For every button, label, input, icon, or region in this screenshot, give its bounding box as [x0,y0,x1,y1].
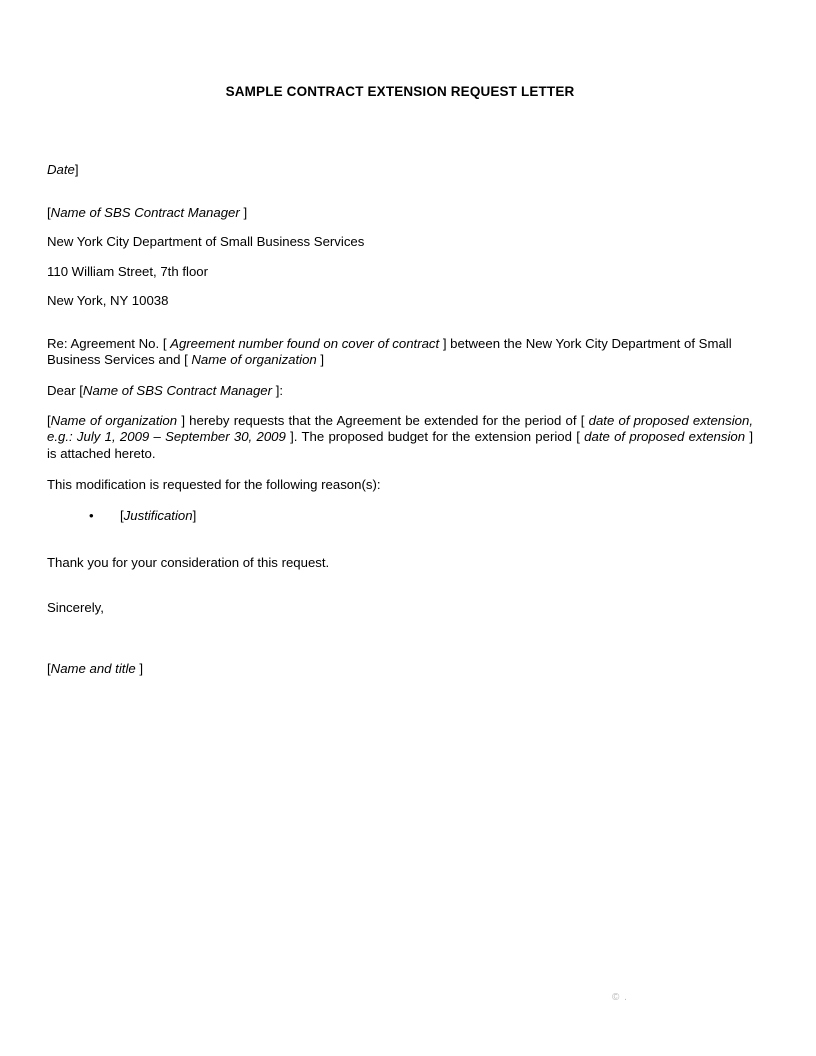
bullet-marker-icon: • [89,508,94,524]
salutation-prefix: Dear [ [47,382,83,398]
extension-period-placeholder: date of proposed extension, e.g.: July 1, 2009 – September 30, 2009 [47,412,753,445]
copyright-watermark: © . [612,992,628,1003]
subject-org-placeholder: Name of organization [191,352,317,368]
agreement-number-placeholder: Agreement number found on cover of contract [170,335,440,351]
subject-suffix: ] [316,352,325,368]
salutation-suffix: ]: [272,382,284,398]
body-open-bracket: [ [47,412,51,428]
signature-close-bracket: ] [135,661,144,677]
closing-line: Sincerely, [47,600,104,616]
recipient-name-line [47,205,753,221]
subject-line [47,336,753,369]
date-line [47,162,753,178]
spacer [47,493,753,508]
body-after-budget: ] is attached hereto. [47,429,754,461]
recipient-close-bracket: ] [239,205,248,221]
body-after-extension: ]. The proposed budget for the extension period [ [285,429,585,445]
budget-period-placeholder: date of proposed extension [584,429,750,445]
spacer [47,524,753,555]
bullet-open-bracket: [ [120,508,124,524]
signature-open-bracket: [ [47,661,51,677]
subject-prefix: Re: Agreement No. [ [47,335,171,351]
subject-middle: ] between the New York City Department of Small Business Services and [ [47,335,732,368]
recipient-street: 110 William Street, 7th floor [47,263,208,279]
document-content [47,0,753,677]
thanks-line: Thank you for your consideration of this request. [47,555,330,571]
page-title: SAMPLE CONTRACT EXTENSION REQUEST LETTER [225,84,575,99]
bullet-text [120,508,196,524]
recipient-city-state-zip: New York, NY 10038 [47,292,169,308]
recipient-open-bracket: [ [47,205,51,221]
body-paragraph [47,413,753,463]
signature-line [47,661,753,677]
signature-placeholder: Name and title [50,661,136,677]
spacer [47,178,753,192]
date-close-bracket: ] [74,162,79,177]
reason-intro: This modification is requested for the following reason(s): [47,477,381,493]
date-placeholder: Date [47,162,75,177]
spacer [47,369,753,383]
list-item [47,508,753,524]
recipient-name-placeholder: Name of SBS Contract Manager [50,205,240,221]
recipient-organization: New York City Department of Small Business Services [47,234,365,250]
spacer [47,616,753,661]
salutation [47,383,753,399]
spacer [47,571,753,600]
spacer [47,100,753,162]
bullet-close-bracket: ] [192,508,197,524]
salutation-name-placeholder: Name of SBS Contract Manager [82,382,273,398]
justification-placeholder: Justification [123,508,193,524]
spacer [47,399,753,413]
body-after-org: ] hereby requests that the Agreement be extended for the period of [ [177,412,589,428]
spacer [47,462,753,477]
spacer [47,322,753,336]
body-org-placeholder: Name of organization [50,412,178,428]
